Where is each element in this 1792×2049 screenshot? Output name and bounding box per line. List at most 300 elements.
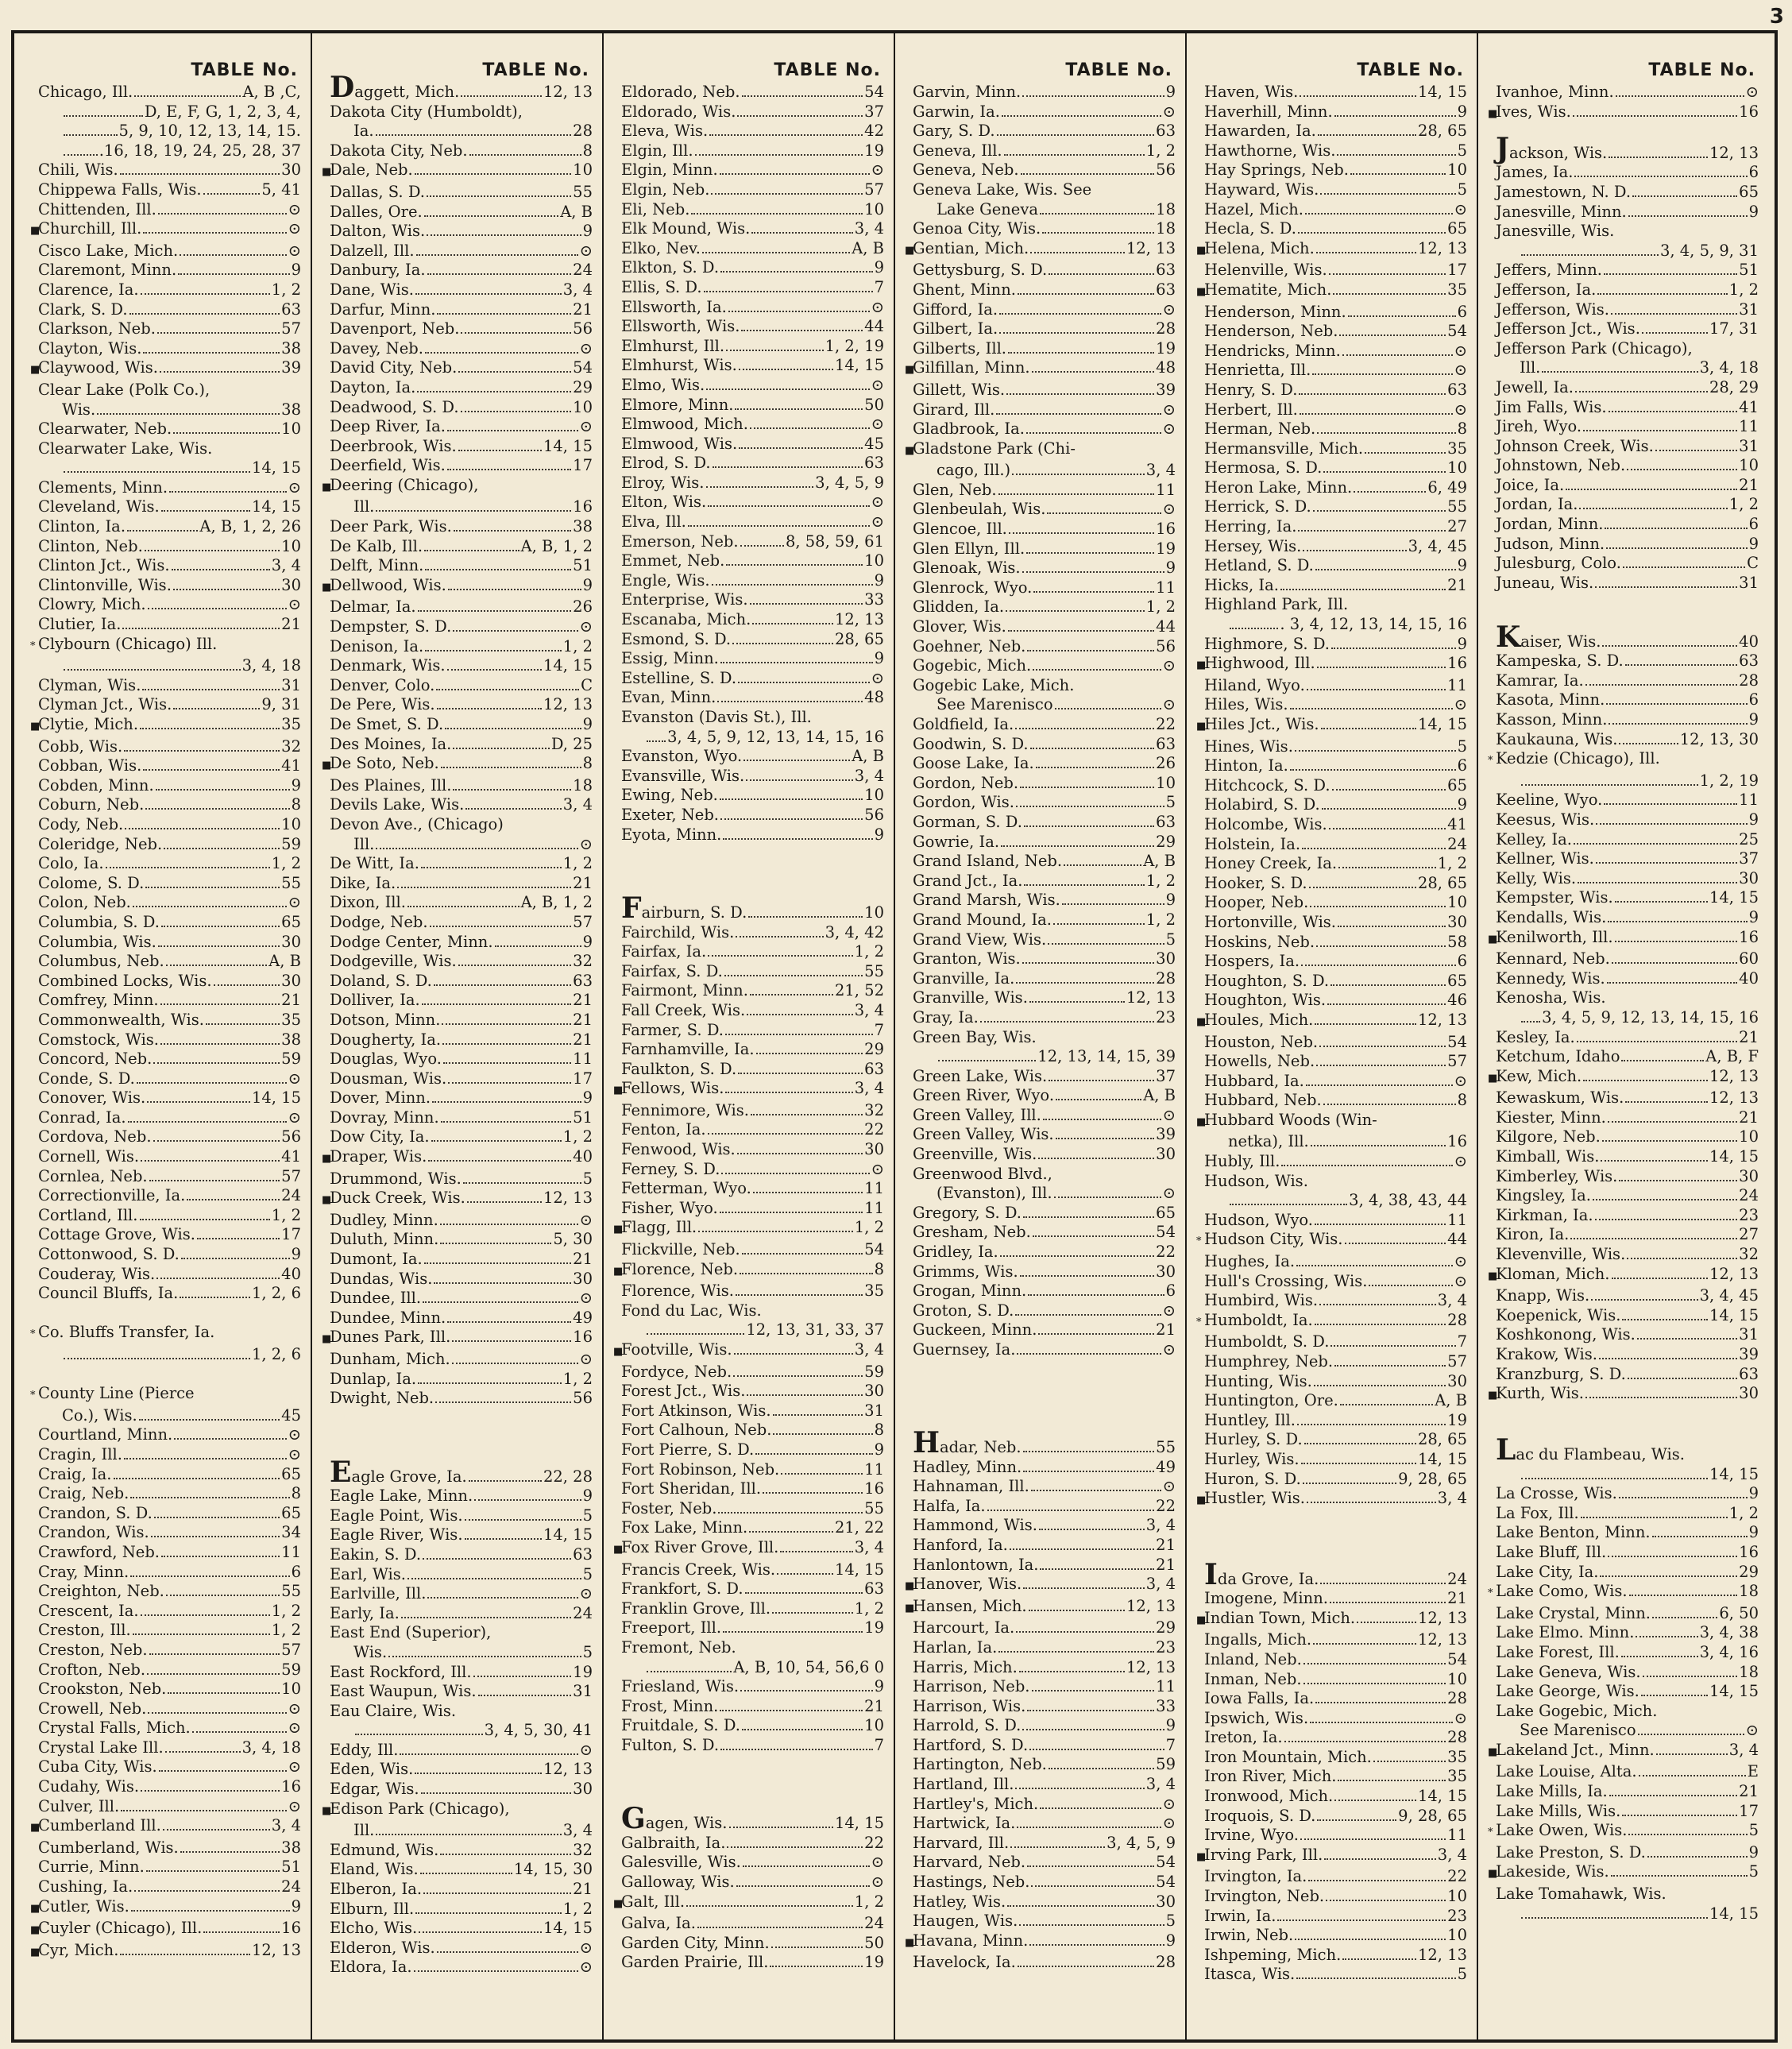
index-entry (613, 1914, 884, 1934)
dot-leader (691, 213, 863, 215)
table-reference: 30 (1156, 1892, 1176, 1911)
entry-marker: ■ (905, 1580, 915, 1593)
index-entry (1488, 1167, 1759, 1187)
index-entry (905, 1204, 1176, 1224)
index-entry (30, 756, 301, 776)
index-entry (1196, 952, 1467, 972)
table-reference: 24 (573, 1603, 593, 1622)
dot-leader (423, 1301, 578, 1303)
dot-leader (1027, 650, 1154, 651)
index-entry (30, 1465, 301, 1485)
index-entry (1488, 1286, 1759, 1306)
dot-leader (741, 330, 863, 331)
station-name: Dundee, Minn. (330, 1308, 446, 1327)
table-reference: 3, 4, 5, 30, 41 (484, 1721, 593, 1740)
dot-leader (723, 838, 872, 840)
dot-leader (1609, 1795, 1737, 1796)
station-name: Huntington, Ore. (1204, 1391, 1338, 1410)
station-name: Fennimore, Wis. (621, 1100, 749, 1119)
table-reference: 10 (1447, 893, 1467, 912)
section-gap (1488, 613, 1759, 632)
table-reference: ⊙ (1745, 83, 1759, 101)
index-entry (1488, 1306, 1759, 1326)
dot-leader (1317, 1819, 1396, 1821)
entry-marker: * (30, 1328, 36, 1341)
dot-leader (1299, 393, 1446, 395)
table-reference: 28, 65 (1417, 873, 1467, 892)
table-reference: 24 (1447, 834, 1467, 853)
table-reference: 56 (1156, 636, 1176, 655)
table-reference: 5 (1165, 930, 1176, 949)
dot-leader (417, 391, 571, 392)
index-column-1 (21, 33, 312, 2039)
station-name: Hanford, Ia. (913, 1535, 1008, 1554)
index-column-5 (1187, 33, 1478, 2039)
station-name-rest: aggett, Mich. (354, 83, 460, 101)
station-name: Cornlea, Neb. (38, 1166, 148, 1185)
station-name: Estelline, S. D. (621, 668, 737, 687)
station-name: Irwin, Ia. (1204, 1906, 1276, 1925)
index-entry (613, 317, 884, 337)
dot-leader (1575, 391, 1708, 392)
station-name: Jireh, Wyo. (1496, 417, 1582, 436)
station-name: Elmhurst, Wis. (621, 356, 737, 375)
index-entry (613, 1834, 884, 1854)
station-name: Geneva, Ill. (913, 141, 1002, 160)
station-name: Kampeska, S. D. (1496, 651, 1624, 671)
station-name: Fulton, S. D. (621, 1735, 720, 1754)
table-reference: 14, 15 (1709, 1682, 1759, 1701)
index-entry (1488, 928, 1759, 950)
station-name: Joice, Ia. (1496, 475, 1565, 494)
table-reference: 35 (1447, 439, 1467, 458)
table-reference: 14, 15 (543, 1919, 593, 1938)
station-name: Inman, Neb. (1204, 1669, 1302, 1688)
table-reference: 14, 15 (1417, 1787, 1467, 1806)
table-reference: 16 (1739, 102, 1759, 121)
index-entry (30, 1050, 301, 1069)
index-entry (613, 786, 884, 806)
station-name: Ives, Wis. (1496, 102, 1571, 121)
index-entry (30, 200, 301, 220)
station-name (621, 891, 747, 925)
dot-leader (143, 232, 286, 234)
station-name: Fox Lake, Minn. (621, 1518, 748, 1537)
table-reference: 21 (1156, 1320, 1176, 1340)
index-entry (613, 1301, 884, 1321)
dot-leader (97, 413, 280, 415)
station-name: Comstock, Wis. (38, 1030, 160, 1049)
station-name: Lakeland Jct., Minn. (1496, 1740, 1655, 1759)
index-entry (905, 300, 1176, 320)
dot-leader (738, 682, 870, 683)
table-reference: 59 (281, 834, 301, 853)
index-entry (905, 1834, 1176, 1854)
station-name: Hooker, S. D. (1204, 873, 1307, 892)
index-entry (1196, 261, 1467, 280)
dot-leader (1573, 115, 1737, 117)
index-entry (1488, 437, 1759, 457)
table-reference: 3, 4 (854, 219, 884, 238)
table-reference: 55 (281, 1582, 301, 1601)
index-entry (1488, 131, 1759, 165)
station-name: Gary, S. D. (913, 122, 995, 141)
table-reference: 8 (1457, 1091, 1467, 1110)
index-entry (613, 1021, 884, 1041)
table-reference: ⊙ (1454, 341, 1467, 360)
index-entry (1488, 1028, 1759, 1048)
dot-leader (726, 350, 824, 351)
index-entry (613, 1260, 884, 1282)
table-reference: 65 (281, 1503, 301, 1522)
table-reference: 1, 2 (1728, 1503, 1759, 1522)
station-name: Chittenden, Ill. (38, 199, 156, 218)
station-name: Elgin, Ill. (621, 141, 693, 160)
table-reference: 28 (573, 122, 593, 141)
index-entry (613, 747, 884, 767)
table-reference: 9 (582, 222, 593, 241)
table-no-header: TABLE No. (482, 60, 589, 80)
index-entry (1488, 1484, 1759, 1504)
entry-marker: ■ (905, 364, 915, 377)
table-reference: A, B, 10, 54, 56,6 0 (733, 1657, 884, 1676)
table-reference: ⊙ (871, 668, 884, 687)
table-reference: 10 (1739, 1127, 1759, 1146)
index-entry (322, 358, 593, 378)
table-reference: 10 (864, 1716, 884, 1735)
dot-leader (421, 867, 562, 868)
station-name: Cobban, Wis. (38, 756, 142, 775)
entry-marker: ■ (1488, 1390, 1498, 1402)
table-reference: 14, 15 (251, 1088, 301, 1108)
index-entry (30, 933, 301, 953)
dot-leader (708, 505, 870, 507)
index-entry (1196, 676, 1467, 696)
table-reference: 35 (864, 1282, 884, 1301)
station-name: Fort Sheridan, Ill. (621, 1479, 762, 1498)
dot-leader (743, 1865, 870, 1867)
table-reference: 32 (281, 736, 301, 756)
table-reference: 9 (874, 649, 884, 668)
table-reference: 10 (1447, 1669, 1467, 1688)
index-entry (30, 1797, 301, 1817)
table-reference: 10 (864, 199, 884, 218)
entry-marker: ■ (322, 1194, 332, 1207)
table-reference: ⊙ (288, 1108, 301, 1127)
index-entry (1196, 1926, 1467, 1946)
station-name: Clarkson, Neb. (38, 319, 156, 338)
index-entry (905, 793, 1176, 813)
index-entry (905, 239, 1176, 261)
table-reference: 10 (1156, 773, 1176, 792)
table-reference: 12, 13 (1126, 238, 1176, 257)
station-name: Hermosa, S. D. (1204, 458, 1323, 477)
station-name: Gladbrook, Ia. (913, 419, 1025, 439)
index-entry (905, 122, 1176, 141)
dot-leader (1043, 1119, 1161, 1120)
table-reference: 65 (1447, 775, 1467, 794)
dot-leader (423, 1892, 571, 1894)
dot-leader (1019, 1671, 1125, 1672)
table-reference: 28, 65 (1417, 122, 1467, 141)
dot-leader (1056, 1138, 1155, 1139)
table-reference: 63 (1739, 1364, 1759, 1383)
dot-leader (428, 1160, 571, 1162)
table-reference: 22 (1156, 715, 1176, 733)
index-column-3 (604, 33, 895, 2039)
station-name: Freeport, Ill. (621, 1618, 722, 1637)
table-reference: 9 (1748, 1523, 1759, 1542)
table-reference: 12, 13 (1417, 1630, 1467, 1649)
table-reference: 12, 13 (543, 1189, 593, 1208)
dot-leader (1619, 743, 1678, 744)
station-name: Ewing, Neb. (621, 786, 718, 805)
station-name: Gordon, Neb. (913, 773, 1019, 792)
table-reference: 21 (281, 991, 301, 1010)
dot-leader (1320, 193, 1455, 195)
table-reference: 1, 2 (271, 854, 301, 873)
index-entry (1488, 1782, 1759, 1802)
index-entry (905, 1697, 1176, 1717)
index-entry (1488, 535, 1759, 555)
table-reference: 23 (1447, 1906, 1467, 1925)
station-name: Iroquois, S. D. (1204, 1806, 1316, 1825)
station-name: Helena, Mich. (1204, 238, 1315, 257)
dot-leader (1002, 115, 1161, 117)
dot-leader (187, 1199, 280, 1200)
dot-leader (1628, 1834, 1747, 1835)
station-name: Dodgeville, Wis. (330, 952, 457, 971)
index-entry (1196, 1111, 1467, 1133)
dot-leader (453, 748, 549, 749)
index-entry (1488, 1186, 1759, 1206)
index-entry (30, 300, 301, 320)
station-name: Dundas, Wis. (330, 1269, 433, 1288)
station-name: Hubbard, Ia. (1204, 1071, 1304, 1090)
dot-leader (1022, 962, 1154, 964)
table-reference: 9 (874, 825, 884, 844)
dot-leader (64, 154, 98, 156)
table-reference: 56 (281, 1127, 301, 1146)
index-entry (30, 676, 301, 696)
table-reference: 59 (281, 1660, 301, 1679)
station-name: Evanston, Wyo. (621, 747, 743, 766)
index-entry (1196, 1332, 1467, 1352)
table-reference: 54 (573, 358, 593, 377)
table-reference: 50 (864, 1933, 884, 1952)
index-entry (1488, 1008, 1759, 1028)
station-name: Gogebic Lake, Mich. (913, 675, 1075, 694)
station-name: Herman, Neb. (1204, 419, 1316, 439)
station-name: Ireton, Ia. (1204, 1728, 1283, 1747)
dot-leader (737, 1153, 863, 1154)
dot-leader (1316, 945, 1446, 947)
station-name: Danbury, Ia. (330, 261, 426, 280)
station-name: Elberon, Ia. (330, 1880, 423, 1899)
station-name: Ellis, S. D. (621, 277, 702, 296)
table-reference: 9 (1748, 534, 1759, 553)
dot-leader (1369, 1285, 1452, 1286)
table-reference: 16 (1156, 520, 1176, 539)
index-entry (1196, 893, 1467, 913)
table-reference: ⊙ (1162, 695, 1176, 714)
dot-leader (720, 1710, 863, 1711)
station-name: See Marenisco (937, 695, 1053, 714)
table-reference: 55 (864, 961, 884, 980)
dot-leader (697, 1927, 863, 1928)
table-reference: 38 (281, 1030, 301, 1049)
index-entry (30, 537, 301, 557)
table-reference: 3, 4 (854, 1000, 884, 1019)
index-entry (613, 102, 884, 122)
index-entry (905, 637, 1176, 657)
index-entry (322, 183, 593, 203)
index-entry (905, 1795, 1176, 1815)
index-entry (613, 923, 884, 943)
dot-leader (1009, 532, 1154, 534)
index-entry (322, 1939, 593, 1958)
table-reference: 14, 15 (543, 436, 593, 455)
station-name: Hines, Wis. (1204, 736, 1293, 756)
station-name: Coburn, Neb. (38, 795, 145, 814)
dot-leader (422, 1003, 571, 1005)
station-name: Irvington, Neb. (1204, 1887, 1325, 1906)
index-entry (613, 728, 884, 748)
station-name: Dalles, Ore. (330, 202, 423, 221)
dot-leader (465, 1538, 542, 1540)
index-entry (1196, 458, 1467, 478)
dot-leader (980, 1021, 1154, 1023)
index-entry (322, 300, 593, 320)
dot-leader (780, 1551, 852, 1552)
table-reference: 28 (1447, 1689, 1467, 1708)
table-reference: 63 (1739, 651, 1759, 671)
station-name: Eagle River, Wis. (330, 1525, 463, 1544)
table-reference: 30 (573, 1780, 593, 1799)
station-name: Creston, Neb. (38, 1640, 148, 1659)
station-name: Hudson, Wis. (1204, 1171, 1308, 1190)
table-reference: 18 (1739, 1662, 1759, 1681)
dot-leader (1339, 334, 1446, 336)
entry-marker: ■ (613, 1897, 624, 1910)
station-name: Hughes, Ia. (1204, 1252, 1296, 1271)
entry-marker: ■ (322, 481, 332, 493)
dot-leader (1006, 393, 1154, 395)
dot-leader (1609, 157, 1708, 158)
table-reference: 1, 2 (562, 1899, 593, 1918)
index-entry (30, 478, 301, 498)
table-reference: ⊙ (1162, 1477, 1176, 1496)
table-reference: 8 (582, 141, 593, 160)
table-reference: 24 (573, 261, 593, 280)
station-name: Elton, Wis. (621, 493, 707, 512)
table-reference: 30 (864, 1140, 884, 1159)
section-initial: D (330, 71, 355, 104)
station-name: Fenwood, Wis. (621, 1140, 736, 1159)
table-reference: 14, 15 (1417, 1449, 1467, 1468)
table-reference: 14, 15 (543, 1525, 593, 1544)
table-reference: ⊙ (579, 241, 593, 260)
dot-leader (1284, 1741, 1446, 1742)
table-reference: 1, 2, 6 (251, 1284, 301, 1303)
index-column-4 (895, 33, 1187, 2039)
dot-leader (1301, 965, 1456, 966)
station-name: Crookston, Neb. (38, 1680, 167, 1699)
table-reference: 24 (1447, 1569, 1467, 1588)
index-entry (1196, 1152, 1467, 1172)
index-entry (1196, 1411, 1467, 1431)
index-entry (322, 1545, 593, 1565)
index-entry (30, 400, 301, 420)
dot-leader (1365, 452, 1446, 454)
station-name-rest: da Grove, Ia. (1217, 1569, 1319, 1588)
index-entry (322, 1800, 593, 1822)
station-name (1496, 620, 1601, 654)
station-name: Eland, Wis. (330, 1860, 419, 1879)
station-name: Humboldt, Ia. (1204, 1310, 1313, 1329)
table-reference: 10 (1447, 1887, 1467, 1906)
station-name: Gowrie, Ia. (913, 832, 1000, 851)
station-name: Edmund, Wis. (330, 1840, 439, 1859)
index-entry (905, 1223, 1176, 1243)
index-entry (613, 180, 884, 200)
table-reference: A, B, 1, 2, 26 (199, 517, 301, 536)
dot-leader (742, 1729, 863, 1730)
section-gap (613, 1755, 884, 1775)
dot-leader (147, 1101, 250, 1103)
dot-leader (106, 867, 270, 868)
index-entry (1196, 795, 1467, 815)
station-name: Gilfillan, Minn. (913, 358, 1030, 377)
dot-leader (770, 1966, 863, 1967)
station-name: Johnstown, Neb. (1496, 456, 1626, 475)
station-name: Jordan, Ia. (1496, 495, 1578, 514)
index-entry (1196, 400, 1467, 420)
table-reference: 1, 2, 19 (825, 336, 884, 355)
index-entry (30, 381, 301, 400)
index-entry (1488, 1465, 1759, 1485)
table-reference: 6 (1748, 690, 1759, 709)
dot-leader (1306, 1084, 1453, 1086)
index-entry (1196, 1489, 1467, 1511)
index-entry (1488, 988, 1759, 1008)
table-reference: 3, 4 (271, 1816, 301, 1835)
station-name: Des Moines, Ia. (330, 734, 452, 753)
dot-leader (1566, 489, 1737, 490)
index-entry (613, 415, 884, 435)
table-reference: 9 (1748, 1484, 1759, 1503)
table-reference: 1, 2 (1728, 495, 1759, 514)
station-name: Evanston (Davis St.), Ill. (621, 708, 812, 726)
table-reference: 21, 52 (834, 981, 884, 1000)
station-name: East Rockford, Ill. (330, 1662, 472, 1681)
station-name: Crescent, Ia. (38, 1601, 139, 1620)
dot-leader (437, 313, 571, 315)
index-entry (1196, 1807, 1467, 1827)
index-entry (30, 913, 301, 933)
index-entry (1488, 1108, 1759, 1128)
station-name: Howells, Neb. (1204, 1052, 1315, 1071)
index-entry (322, 1088, 593, 1108)
dot-leader (1230, 628, 1278, 629)
table-reference: C (1747, 554, 1759, 573)
index-entry (905, 1262, 1176, 1282)
table-reference: 5 (582, 1506, 593, 1525)
station-name: Hetland, S. D. (1204, 556, 1314, 575)
index-entry (1488, 710, 1759, 730)
table-reference: 3, 4 (1437, 1845, 1467, 1864)
table-reference: 45 (864, 434, 884, 453)
